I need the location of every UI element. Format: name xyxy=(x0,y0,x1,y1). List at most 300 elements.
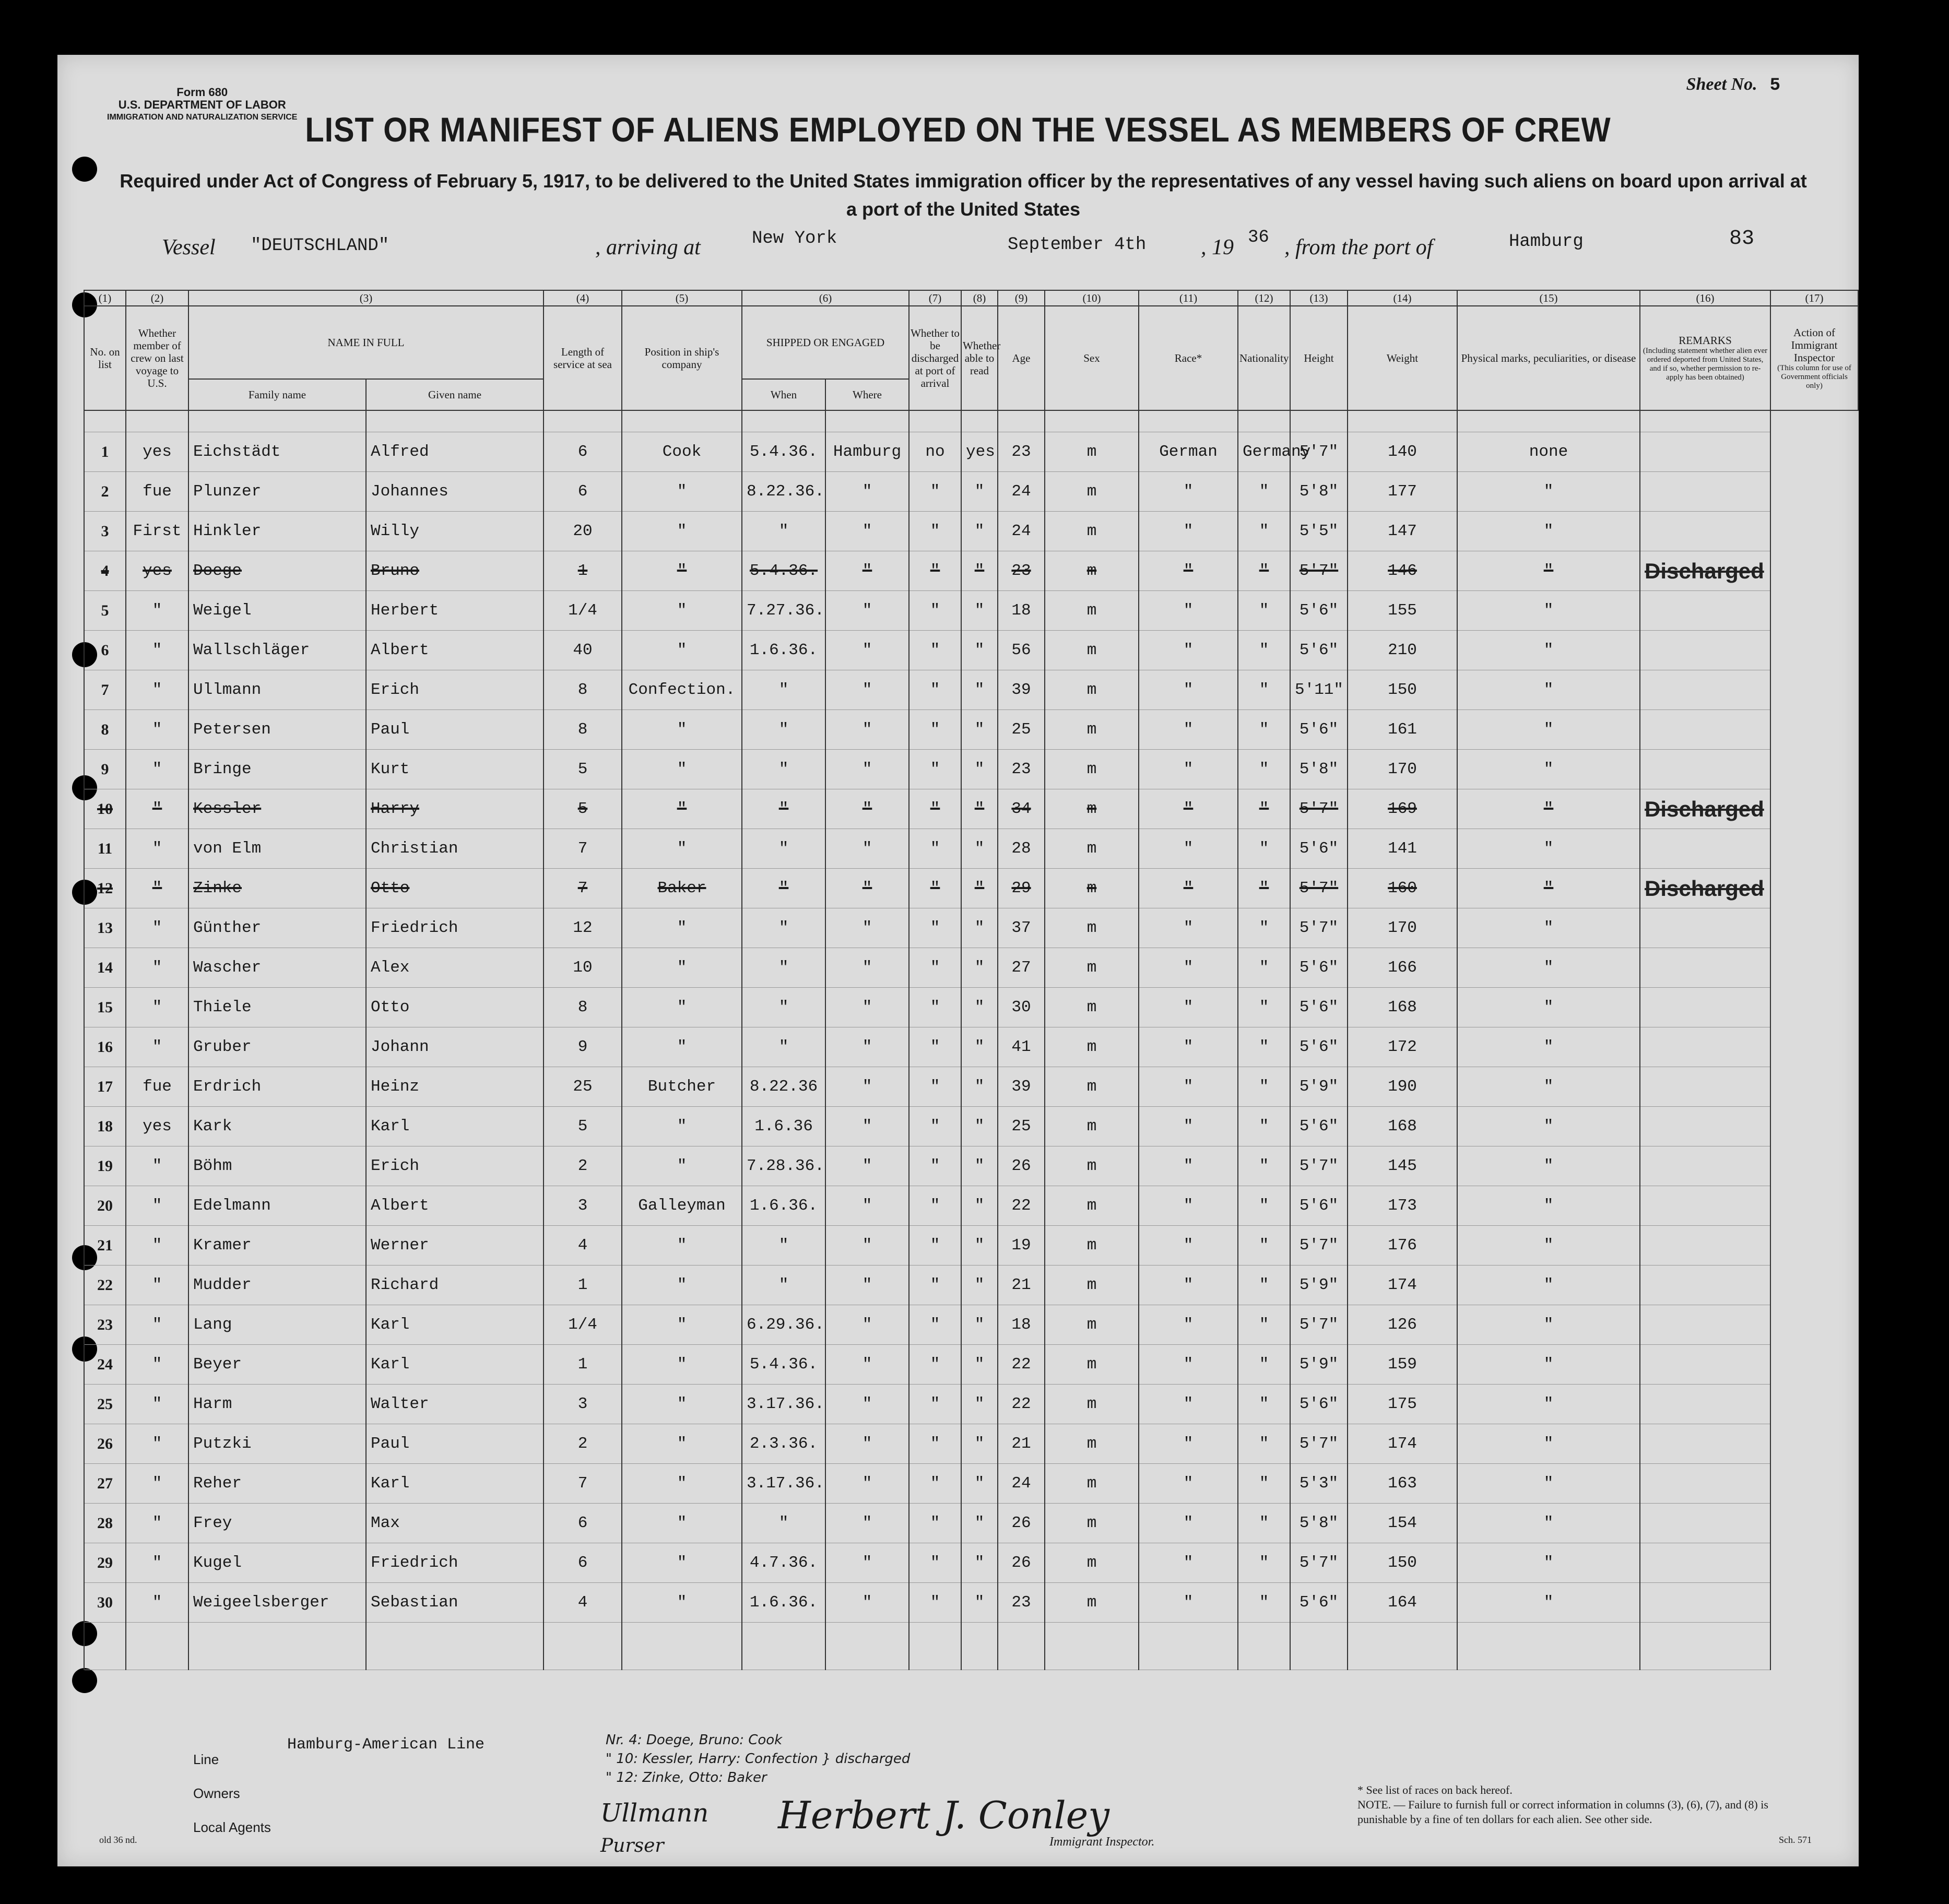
cell-nat: " xyxy=(1238,750,1290,789)
cell-crew: " xyxy=(126,1345,188,1385)
cell-marks: " xyxy=(1457,710,1640,750)
cell-disch: " xyxy=(909,472,961,512)
cell-family: Gruber xyxy=(188,1027,366,1067)
cell-where: " xyxy=(825,948,909,988)
cell-disch: no xyxy=(909,432,961,472)
cell-remarks: Discharged xyxy=(1640,869,1770,908)
cell-family: Kark xyxy=(188,1107,366,1146)
cell-weight: 168 xyxy=(1348,1107,1457,1146)
cell-age: 41 xyxy=(998,1027,1045,1067)
cell-weight: 168 xyxy=(1348,988,1457,1027)
cell-height: 5'7" xyxy=(1290,1305,1348,1345)
cell-family: Weigeelsberger xyxy=(188,1583,366,1623)
cell-disch: " xyxy=(909,1543,961,1583)
cell-weight: 160 xyxy=(1348,869,1457,908)
cell-sex: m xyxy=(1045,1504,1139,1543)
cell-position: " xyxy=(622,1345,742,1385)
sheet-number: Sheet No. 5 xyxy=(1686,75,1780,96)
cell-crew: fue xyxy=(126,472,188,512)
cell-crew: " xyxy=(126,1543,188,1583)
cell-read: " xyxy=(961,1345,998,1385)
cell-where: " xyxy=(825,670,909,710)
purser-title: Purser xyxy=(600,1835,664,1856)
cell-no: 20 xyxy=(84,1186,126,1226)
cell-remarks xyxy=(1640,1504,1770,1543)
cell-service: 5 xyxy=(544,1107,622,1146)
cell-given: Erich xyxy=(366,1146,544,1186)
cell-given: Herbert xyxy=(366,591,544,631)
cell-given: Albert xyxy=(366,1186,544,1226)
cell-read: " xyxy=(961,1385,998,1424)
cell-age: 23 xyxy=(998,551,1045,591)
cell-remarks xyxy=(1640,1583,1770,1623)
cell-no: 30 xyxy=(84,1583,126,1623)
cell-race: " xyxy=(1139,1345,1238,1385)
cell-disch: " xyxy=(909,1107,961,1146)
cell-age: 21 xyxy=(998,1266,1045,1305)
cell-read: " xyxy=(961,1027,998,1067)
cell-crew: " xyxy=(126,591,188,631)
cell-remarks xyxy=(1640,512,1770,551)
cell-remarks xyxy=(1640,472,1770,512)
cell-given: Alex xyxy=(366,948,544,988)
cell-marks: " xyxy=(1457,908,1640,948)
cell-read: " xyxy=(961,670,998,710)
cell-marks: " xyxy=(1457,1186,1640,1226)
col-family-name: Family name xyxy=(188,379,366,410)
page-subtitle: Required under Act of Congress of February 5, 1917, to be delivered to the United States immigration officer by the representatives of any vessel having such aliens on board upon arrival at a port of the United States xyxy=(120,170,1807,220)
cell-read: " xyxy=(961,869,998,908)
cell-when: " xyxy=(742,789,825,829)
cell-disch: " xyxy=(909,1385,961,1424)
cell-position: " xyxy=(622,710,742,750)
cell-height: 5'7" xyxy=(1290,789,1348,829)
cell-height: 5'7" xyxy=(1290,1226,1348,1266)
col-remarks: REMARKS (Including statement whether alien ever ordered deported from United States, and if so, whether permission to re-apply has been obtained) xyxy=(1640,306,1770,410)
cell-where: " xyxy=(825,1504,909,1543)
cell-given: Sebastian xyxy=(366,1583,544,1623)
inspector-label: Immigrant Inspector. xyxy=(1049,1835,1155,1849)
cell-marks: " xyxy=(1457,1504,1640,1543)
cell-marks: " xyxy=(1457,869,1640,908)
cell-service: 2 xyxy=(544,1424,622,1464)
col-where: Where xyxy=(825,379,909,410)
cell-no: 2 xyxy=(84,472,126,512)
cell-remarks xyxy=(1640,1345,1770,1385)
cell-no: 28 xyxy=(84,1504,126,1543)
cell-family: Thiele xyxy=(188,988,366,1027)
cell-position: Galleyman xyxy=(622,1186,742,1226)
cell-family: Plunzer xyxy=(188,472,366,512)
cell-given: Paul xyxy=(366,1424,544,1464)
cell-where: " xyxy=(825,512,909,551)
cell-marks: " xyxy=(1457,948,1640,988)
cell-race: " xyxy=(1139,631,1238,670)
cell-race: " xyxy=(1139,908,1238,948)
cell-where: " xyxy=(825,908,909,948)
cell-race: " xyxy=(1139,789,1238,829)
cell-position: " xyxy=(622,1385,742,1424)
cell-weight: 173 xyxy=(1348,1186,1457,1226)
blank-row xyxy=(84,1623,1858,1670)
cell-position: " xyxy=(622,1146,742,1186)
cell-service: 4 xyxy=(544,1583,622,1623)
cell-marks: " xyxy=(1457,1107,1640,1146)
cell-weight: 169 xyxy=(1348,789,1457,829)
cell-nat: " xyxy=(1238,472,1290,512)
table-row xyxy=(84,1107,1858,1146)
col-inspector-action: Action of Immigrant Inspector (This column for use of Government officials only) xyxy=(1770,306,1858,410)
cell-age: 39 xyxy=(998,670,1045,710)
cell-no: 14 xyxy=(84,948,126,988)
cell-weight: 170 xyxy=(1348,750,1457,789)
manifest-footer xyxy=(162,1731,1833,1856)
cell-age: 34 xyxy=(998,789,1045,829)
cell-nat: " xyxy=(1238,1027,1290,1067)
cell-age: 56 xyxy=(998,631,1045,670)
cell-marks: " xyxy=(1457,512,1640,551)
cell-remarks xyxy=(1640,1266,1770,1305)
cell-nat: " xyxy=(1238,1504,1290,1543)
manifest-page xyxy=(57,55,1859,1866)
cell-race: " xyxy=(1139,551,1238,591)
cell-when: 4.7.36. xyxy=(742,1543,825,1583)
cell-crew: " xyxy=(126,948,188,988)
cell-weight: 150 xyxy=(1348,1543,1457,1583)
cell-age: 24 xyxy=(998,472,1045,512)
cell-nat: " xyxy=(1238,1305,1290,1345)
table-row xyxy=(84,750,1858,789)
page-title: LIST OR MANIFEST OF ALIENS EMPLOYED ON THE VESSEL AS MEMBERS OF CREW xyxy=(305,110,1611,149)
cell-marks: " xyxy=(1457,1583,1640,1623)
cell-marks: none xyxy=(1457,432,1640,472)
cell-family: Harm xyxy=(188,1385,366,1424)
cell-sex: m xyxy=(1045,631,1139,670)
cell-where: " xyxy=(825,1464,909,1504)
cell-sex: m xyxy=(1045,551,1139,591)
crew-manifest-table-wrap xyxy=(84,290,1859,1731)
cell-remarks xyxy=(1640,1067,1770,1107)
cell-disch: " xyxy=(909,512,961,551)
cell-height: 5'6" xyxy=(1290,591,1348,631)
cell-crew: " xyxy=(126,789,188,829)
col-service: Length of service at sea xyxy=(544,306,622,410)
cell-family: Doege xyxy=(188,551,366,591)
cell-weight: 163 xyxy=(1348,1464,1457,1504)
cell-where: " xyxy=(825,988,909,1027)
cell-race: " xyxy=(1139,1504,1238,1543)
cell-where: " xyxy=(825,472,909,512)
table-row xyxy=(84,1305,1858,1345)
cell-race: " xyxy=(1139,710,1238,750)
cell-given: Friedrich xyxy=(366,1543,544,1583)
cell-given: Willy xyxy=(366,512,544,551)
cell-when: 8.22.36. xyxy=(742,472,825,512)
cell-height: 5'7" xyxy=(1290,551,1348,591)
cell-weight: 145 xyxy=(1348,1146,1457,1186)
cell-no: 1 xyxy=(84,432,126,472)
cell-race: " xyxy=(1139,1067,1238,1107)
cell-disch: " xyxy=(909,1186,961,1226)
cell-read: " xyxy=(961,1583,998,1623)
table-row xyxy=(84,1385,1858,1424)
cell-sex: m xyxy=(1045,1266,1139,1305)
cell-sex: m xyxy=(1045,1385,1139,1424)
table-row xyxy=(84,631,1858,670)
cell-service: 10 xyxy=(544,948,622,988)
agents-label: Local Agents xyxy=(193,1819,271,1835)
cell-service: 8 xyxy=(544,988,622,1027)
cell-when: 7.27.36. xyxy=(742,591,825,631)
footer-note: * See list of races on back hereof. NOTE. — Failure to furnish full or correct information in columns (3), (6), (7), and (8) is punishable by a fine of ten dollars for each alien. See other side. xyxy=(1357,1783,1768,1826)
cell-nat: " xyxy=(1238,1186,1290,1226)
cell-crew: fue xyxy=(126,1067,188,1107)
cell-read: " xyxy=(961,1266,998,1305)
cell-marks: " xyxy=(1457,1305,1640,1345)
cell-marks: " xyxy=(1457,1226,1640,1266)
cell-crew: " xyxy=(126,1027,188,1067)
cell-given: Johannes xyxy=(366,472,544,512)
cell-service: 20 xyxy=(544,512,622,551)
cell-where: " xyxy=(825,789,909,829)
cell-sex: m xyxy=(1045,1464,1139,1504)
cell-weight: 154 xyxy=(1348,1504,1457,1543)
cell-sex: m xyxy=(1045,789,1139,829)
cell-sex: m xyxy=(1045,472,1139,512)
table-row xyxy=(84,1345,1858,1385)
cell-given: Karl xyxy=(366,1345,544,1385)
cell-crew: yes xyxy=(126,432,188,472)
cell-where: " xyxy=(825,1067,909,1107)
cell-remarks xyxy=(1640,1305,1770,1345)
cell-service: 9 xyxy=(544,1027,622,1067)
cell-height: 5'8" xyxy=(1290,472,1348,512)
cell-service: 6 xyxy=(544,472,622,512)
cell-weight: 177 xyxy=(1348,472,1457,512)
cell-when: " xyxy=(742,1266,825,1305)
cell-read: yes xyxy=(961,432,998,472)
table-row xyxy=(84,472,1858,512)
cell-marks: " xyxy=(1457,1543,1640,1583)
cell-read: " xyxy=(961,789,998,829)
cell-weight: 159 xyxy=(1348,1345,1457,1385)
cell-remarks xyxy=(1640,1424,1770,1464)
cell-race: " xyxy=(1139,1385,1238,1424)
cell-service: 6 xyxy=(544,432,622,472)
cell-nat: " xyxy=(1238,551,1290,591)
vessel-name: "DEUTSCHLAND" xyxy=(251,236,389,256)
cell-disch: " xyxy=(909,829,961,869)
cell-remarks xyxy=(1640,1543,1770,1583)
cell-position: " xyxy=(622,829,742,869)
cell-position: " xyxy=(622,631,742,670)
cell-height: 5'9" xyxy=(1290,1345,1348,1385)
cell-service: 8 xyxy=(544,710,622,750)
schedule-number: Sch. 571 xyxy=(1779,1835,1812,1845)
table-row xyxy=(84,432,1858,472)
cell-remarks xyxy=(1640,750,1770,789)
arrival-port: New York xyxy=(752,229,837,249)
cell-no: 4 xyxy=(84,551,126,591)
cell-race: " xyxy=(1139,1464,1238,1504)
cell-family: Wascher xyxy=(188,948,366,988)
cell-sex: m xyxy=(1045,710,1139,750)
cell-weight: 174 xyxy=(1348,1424,1457,1464)
cell-position: " xyxy=(622,1305,742,1345)
cell-service: 6 xyxy=(544,1504,622,1543)
cell-family: Frey xyxy=(188,1504,366,1543)
col-name: NAME IN FULL xyxy=(188,306,544,379)
cell-race: " xyxy=(1139,1583,1238,1623)
cell-disch: " xyxy=(909,631,961,670)
cell-nat: " xyxy=(1238,908,1290,948)
cell-sex: m xyxy=(1045,1424,1139,1464)
cell-position: Confection. xyxy=(622,670,742,710)
cell-where: Hamburg xyxy=(825,432,909,472)
cell-position: " xyxy=(622,1543,742,1583)
cell-given: Friedrich xyxy=(366,908,544,948)
cell-nat: " xyxy=(1238,670,1290,710)
cell-age: 26 xyxy=(998,1504,1045,1543)
arrival-date: September 4th xyxy=(1008,235,1147,255)
cell-age: 30 xyxy=(998,988,1045,1027)
cell-no: 19 xyxy=(84,1146,126,1186)
cell-nat: " xyxy=(1238,591,1290,631)
cell-height: 5'7" xyxy=(1290,869,1348,908)
cell-when: 5.4.36. xyxy=(742,432,825,472)
cell-weight: 190 xyxy=(1348,1067,1457,1107)
cell-marks: " xyxy=(1457,1146,1640,1186)
cell-no: 12 xyxy=(84,869,126,908)
cell-crew: " xyxy=(126,1305,188,1345)
cell-crew: " xyxy=(126,1385,188,1424)
cell-height: 5'7" xyxy=(1290,432,1348,472)
table-row xyxy=(84,591,1858,631)
cell-given: Christian xyxy=(366,829,544,869)
cell-race: " xyxy=(1139,1305,1238,1345)
cell-where: " xyxy=(825,1107,909,1146)
cell-age: 24 xyxy=(998,1464,1045,1504)
cell-read: " xyxy=(961,1067,998,1107)
cell-when: " xyxy=(742,670,825,710)
cell-marks: " xyxy=(1457,750,1640,789)
cell-service: 2 xyxy=(544,1146,622,1186)
cell-weight: 155 xyxy=(1348,591,1457,631)
cell-sex: m xyxy=(1045,750,1139,789)
cell-weight: 210 xyxy=(1348,631,1457,670)
cell-age: 24 xyxy=(998,512,1045,551)
cell-where: " xyxy=(825,1266,909,1305)
cell-crew: yes xyxy=(126,551,188,591)
line-label: Line xyxy=(193,1752,219,1767)
cell-crew: " xyxy=(126,1266,188,1305)
cell-where: " xyxy=(825,1345,909,1385)
cell-remarks xyxy=(1640,948,1770,988)
cell-no: 13 xyxy=(84,908,126,948)
cell-height: 5'6" xyxy=(1290,1107,1348,1146)
cell-when: 1.6.36. xyxy=(742,1583,825,1623)
table-row xyxy=(84,1464,1858,1504)
cell-when: 7.28.36. xyxy=(742,1146,825,1186)
cell-disch: " xyxy=(909,1504,961,1543)
cell-read: " xyxy=(961,631,998,670)
cell-height: 5'6" xyxy=(1290,1186,1348,1226)
cell-age: 25 xyxy=(998,710,1045,750)
cell-disch: " xyxy=(909,948,961,988)
cell-weight: 164 xyxy=(1348,1583,1457,1623)
cell-crew: " xyxy=(126,710,188,750)
cell-family: Böhm xyxy=(188,1146,366,1186)
cell-position: " xyxy=(622,988,742,1027)
cell-disch: " xyxy=(909,591,961,631)
page-code: 83 xyxy=(1729,227,1754,251)
cell-race: " xyxy=(1139,512,1238,551)
cell-disch: " xyxy=(909,1424,961,1464)
cell-height: 5'6" xyxy=(1290,631,1348,670)
cell-nat: " xyxy=(1238,948,1290,988)
cell-weight: 150 xyxy=(1348,670,1457,710)
table-row xyxy=(84,908,1858,948)
cell-when: " xyxy=(742,1504,825,1543)
cell-where: " xyxy=(825,869,909,908)
cell-service: 40 xyxy=(544,631,622,670)
cell-given: Heinz xyxy=(366,1067,544,1107)
cell-race: " xyxy=(1139,472,1238,512)
cell-height: 5'8" xyxy=(1290,750,1348,789)
cell-when: 8.22.36 xyxy=(742,1067,825,1107)
cell-marks: " xyxy=(1457,631,1640,670)
cell-family: Bringe xyxy=(188,750,366,789)
line-value: Hamburg-American Line xyxy=(287,1736,485,1754)
col-weight: Weight xyxy=(1348,306,1457,410)
cell-weight: 172 xyxy=(1348,1027,1457,1067)
cell-weight: 141 xyxy=(1348,829,1457,869)
cell-weight: 161 xyxy=(1348,710,1457,750)
cell-family: Günther xyxy=(188,908,366,948)
cell-disch: " xyxy=(909,710,961,750)
cell-weight: 147 xyxy=(1348,512,1457,551)
cell-crew: " xyxy=(126,1226,188,1266)
cell-nat: " xyxy=(1238,710,1290,750)
cell-family: Kessler xyxy=(188,789,366,829)
cell-nat: " xyxy=(1238,1583,1290,1623)
cell-position: " xyxy=(622,789,742,829)
cell-given: Walter xyxy=(366,1385,544,1424)
cell-no: 16 xyxy=(84,1027,126,1067)
cell-read: " xyxy=(961,1186,998,1226)
table-row xyxy=(84,988,1858,1027)
col-position: Position in ship's company xyxy=(622,306,742,410)
cell-when: 1.6.36. xyxy=(742,631,825,670)
cell-service: 1/4 xyxy=(544,1305,622,1345)
cell-position: " xyxy=(622,551,742,591)
cell-disch: " xyxy=(909,1226,961,1266)
table-row xyxy=(84,1186,1858,1226)
cell-family: Putzki xyxy=(188,1424,366,1464)
cell-service: 1 xyxy=(544,551,622,591)
cell-family: Lang xyxy=(188,1305,366,1345)
cell-when: 5.4.36. xyxy=(742,1345,825,1385)
cell-no: 5 xyxy=(84,591,126,631)
header-numbers: (1) (2) (3) (4) (5) (6) (7) (8) (9) (10) (11) (12) (13) (14) (15) (16) (17) xyxy=(84,290,1858,306)
cell-family: Weigel xyxy=(188,591,366,631)
cell-given: Harry xyxy=(366,789,544,829)
cell-crew: " xyxy=(126,988,188,1027)
cell-read: " xyxy=(961,551,998,591)
cell-disch: " xyxy=(909,1305,961,1345)
cell-nat: " xyxy=(1238,631,1290,670)
cell-marks: " xyxy=(1457,1067,1640,1107)
